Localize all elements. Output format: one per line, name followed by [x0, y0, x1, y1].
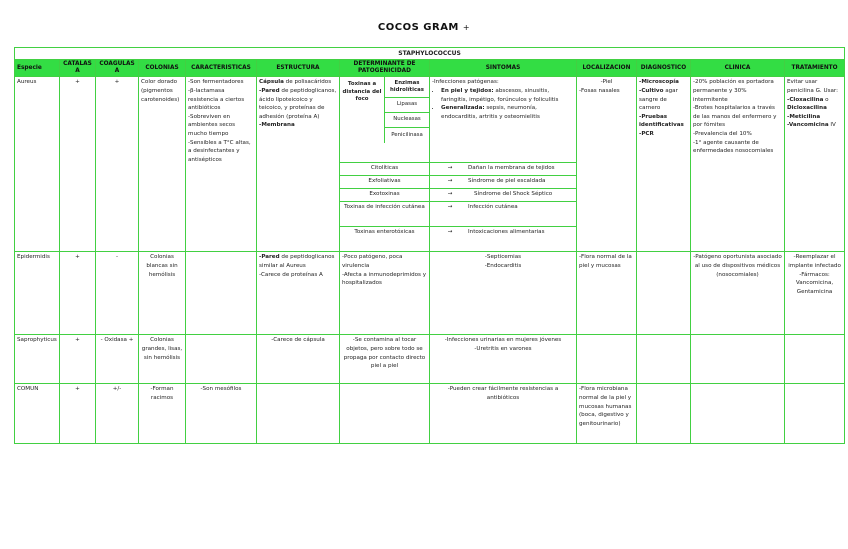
epidermidis-sintomas: -Septicemias -Endocarditis [430, 252, 577, 335]
row-comun [15, 384, 845, 444]
saprophyticus-coagulasa: - Oxidasa + [96, 335, 139, 384]
determinante-subtable [340, 77, 429, 143]
det-lipasas: Lipasas [385, 98, 430, 113]
aureus-especie: Aureus [15, 77, 60, 252]
comun-coagulasa: +/- [96, 384, 139, 444]
aureus-catalasa: + [60, 77, 96, 252]
row-saprophyticus [15, 335, 845, 384]
header-estructura: ESTRUCTURA [257, 60, 340, 77]
det-enzimas: Enzimas hidrolíticas [385, 77, 430, 98]
aureus-tratamiento: Evitar usar penicilina G. Usar: -Cloxacilina o Dicloxacilina -Meticilina -Vancomicina IV [785, 77, 845, 252]
saprophyticus-sintomas: -Infecciones urinarias en mujeres jóvenes -Uretritis en varones [430, 335, 577, 384]
saprophyticus-catalasa: + [60, 335, 96, 384]
comun-sintomas: -Pueden crear fácilmente resistencias a antibióticos [430, 384, 577, 444]
row-aureus [15, 77, 845, 163]
header-row [15, 60, 845, 77]
comun-colonias: -Forman racimos [139, 384, 186, 444]
aureus-sintomas: -Infecciones patógenas: • En piel y tejidos: abscesos, sinusitis, faringitis, impétigo, forúnculos y foliculitis • Generalizada: sepsis, neumonía, endocarditis, artritis y osteomielitis [430, 77, 577, 163]
aureus-colonias: Color dorado (pigmentos carotenoides) [139, 77, 186, 252]
saprophyticus-colonias: Colonias grandes, lisas, sin hemólisis [139, 335, 186, 384]
comun-caracteristicas: -Son mesófilos [186, 384, 257, 444]
header-caracteristicas: CARACTERISTICAS [186, 60, 257, 77]
saprophyticus-determinante: -Se contamina al tocar objetos, pero sobre todo se propaga por contacto directo piel a piel [340, 335, 430, 384]
header-colonias: COLONIAS [139, 60, 186, 77]
header-sintomas: SINTOMAS [430, 60, 577, 77]
epidermidis-estructura: -Pared de peptidoglicanos similar al Aureus -Carece de proteínas A [257, 252, 340, 335]
header-tratamiento: TRATAMIENTO [785, 60, 845, 77]
aureus-coagulasa: + [96, 77, 139, 252]
epidermidis-determinante: -Poco patógeno, poca virulencia -Afecta a inmunodeprimidos y hospitalizados [340, 252, 430, 335]
toxin-name: Exotoxinas [340, 189, 430, 202]
aureus-clinica: -20% población es portadora permanente y 30% intermitente -Brotes hospitalarios a través de las manos del enfermero y por fómites -Prevalencia del 10% -1° agente causante de enfermedades nosocomiales [691, 77, 785, 252]
header-clinica: CLINICA [691, 60, 785, 77]
toxin-effect: → Intoxicaciones alimentarias [430, 227, 577, 252]
det-toxinas-distancia: Toxinas a distancia del foco [340, 77, 385, 143]
aureus-estructura: Cápsula de polisacáridos -Pared de peptidoglicanos, ácido lipoteicoico y teicoico, y proteínas de adhesión (proteína A) -Membrana [257, 77, 340, 252]
header-especie: Especie [15, 60, 60, 77]
header-catalasa: CATALASA [60, 60, 96, 77]
det-penicilinasa: Penicilinasa [385, 128, 430, 144]
toxin-effect: → Dañan la membrana de tejidos [430, 163, 577, 176]
epidermidis-clinica: -Patógeno oportunista asociado al uso de dispositivos médicos (nosocomiales) [691, 252, 785, 335]
aureus-localizacion: -Piel -Fosas nasales [577, 77, 637, 252]
saprophyticus-especie: Saprophyticus [15, 335, 60, 384]
comun-catalasa: + [60, 384, 96, 444]
header-determinante: DETERMINANTE DE PATOGENICIDAD [340, 60, 430, 77]
header-localizacion: LOCALIZACION [577, 60, 637, 77]
aureus-determinante [340, 77, 430, 163]
aureus-caracteristicas: -Son fermentadores -β-lactamasa resistencia a ciertos antibióticos -Sobreviven en ambientes secos mucho tiempo -Sensibles a T°C altas, a desinfectantes y antisépticos [186, 77, 257, 252]
toxin-effect: → Infección cutánea [430, 202, 577, 227]
toxin-effect: → Síndrome del Shock Séptico [430, 189, 577, 202]
aureus-diagnostico: -Microscopía -Cultivo agar sangre de carnero -Pruebas identificativas -PCR [637, 77, 691, 252]
epidermidis-catalasa: + [60, 252, 96, 335]
epidermidis-especie: Epidermidis [15, 252, 60, 335]
toxin-name: Toxinas enterotóxicas [340, 227, 430, 252]
header-coagulasa: COAGULASA [96, 60, 139, 77]
saprophyticus-estructura: -Carece de cápsula [257, 335, 340, 384]
row-epidermidis [15, 252, 845, 335]
epidermidis-tratamiento: -Reemplazar el implante infectado -Fármacos: Vancomicina, Gentamicina [785, 252, 845, 335]
epidermidis-coagulasa: - [96, 252, 139, 335]
toxin-name: Citolíticas [340, 163, 430, 176]
toxin-name: Exfoliativas [340, 176, 430, 189]
toxin-name: Toxinas de infección cutánea [340, 202, 430, 227]
page-title: COCOS GRAM + [377, 22, 471, 33]
header-diagnostico: DIAGNOSTICO [637, 60, 691, 77]
epidermidis-localizacion: -Flora normal de la piel y mucosas [577, 252, 637, 335]
comun-especie: COMUN [15, 384, 60, 444]
toxin-effect: → Síndrome de piel escaldada [430, 176, 577, 189]
genus-banner: STAPHYLOCOCCUS [15, 48, 845, 60]
comun-localizacion: -Flora microbiana normal de la piel y mucosas humanas (boca, digestivo y genitourinario) [577, 384, 637, 444]
det-nucleasas: Nucleasas [385, 113, 430, 128]
staphylococcus-table [14, 47, 845, 444]
epidermidis-colonias: Colonias blancas sin hemólisis [139, 252, 186, 335]
